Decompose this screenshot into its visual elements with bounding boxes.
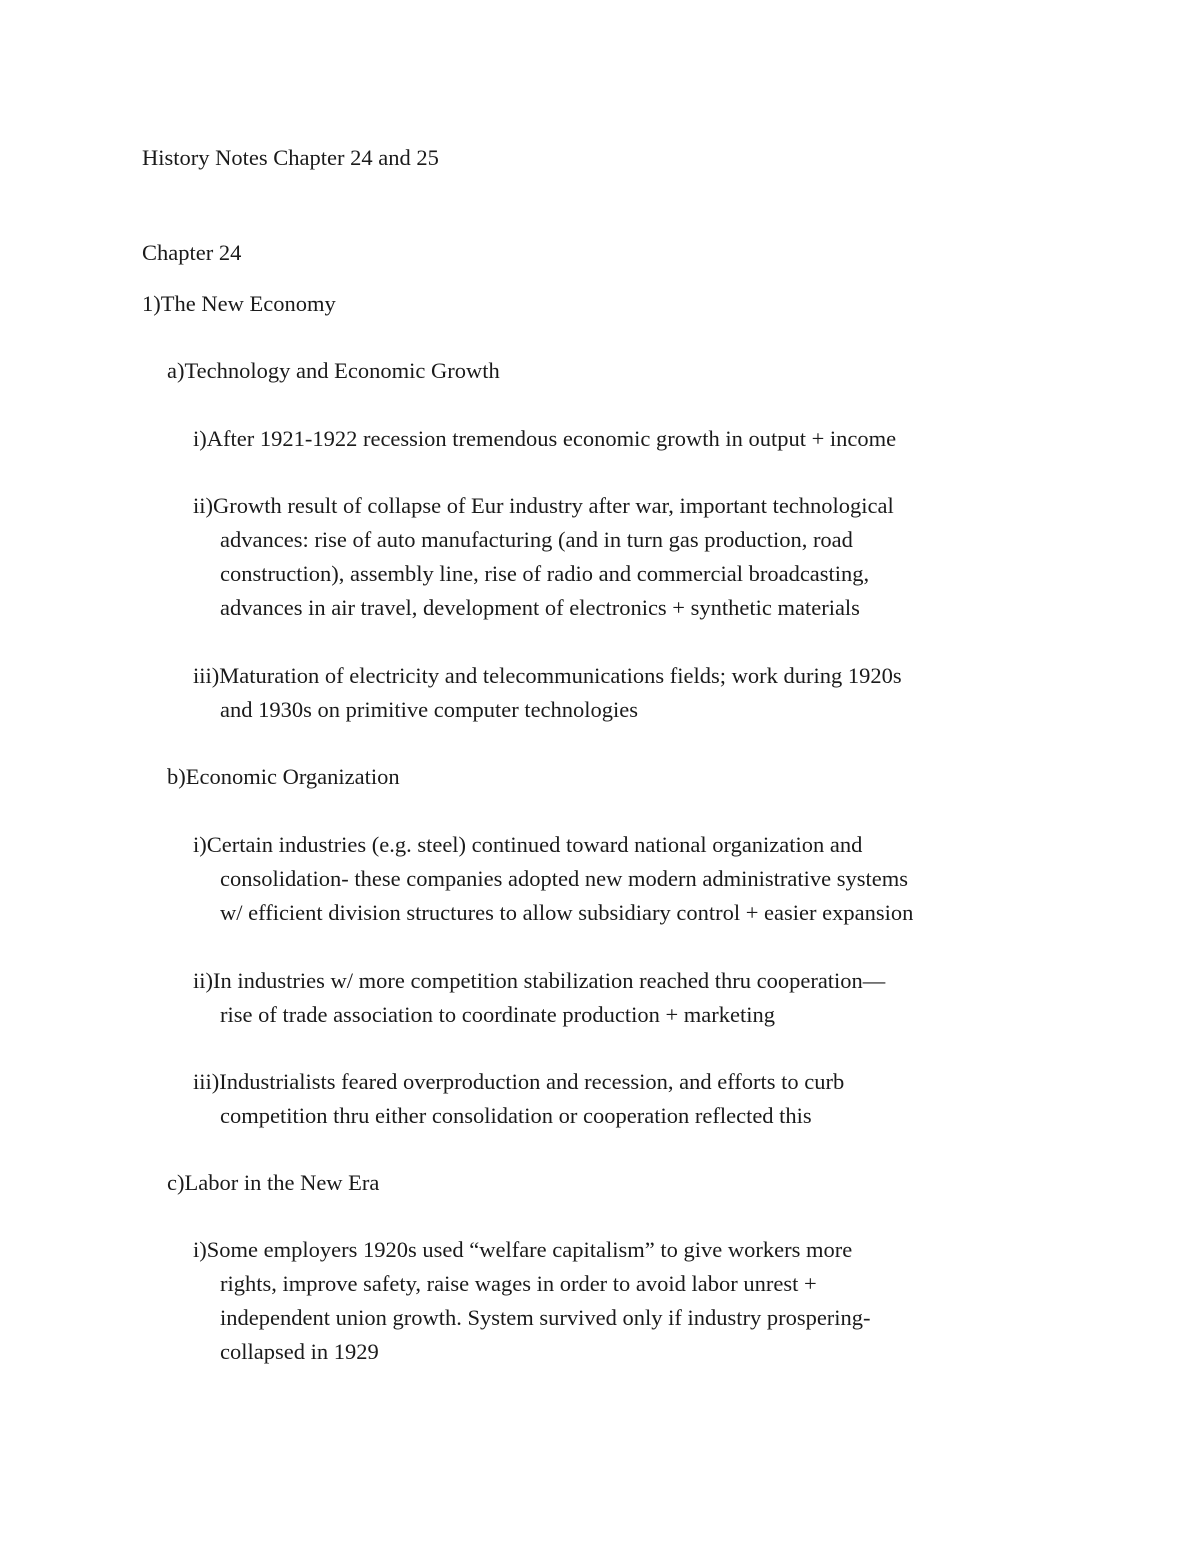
item-text: Growth result of collapse of Eur industry after war, important technological: [213, 493, 894, 518]
subsection-heading: [167, 762, 400, 792]
item-marker: i): [193, 1237, 207, 1262]
item-continuation: w/ efficient division structures to allow subsidiary control + easier expansion: [220, 900, 914, 925]
section-marker: 1): [142, 291, 161, 316]
list-item: [193, 661, 902, 691]
list-item: [193, 424, 896, 454]
item-continuation: advances: rise of auto manufacturing (and in turn gas production, road: [220, 527, 853, 552]
list-item: [193, 1067, 844, 1097]
list-item: [193, 1235, 852, 1265]
item-marker: ii): [193, 493, 213, 518]
item-continuation: advances in air travel, development of electronics + synthetic materials: [220, 595, 860, 620]
item-text: Certain industries (e.g. steel) continued toward national organization and: [206, 832, 863, 857]
subsection-marker: a): [167, 358, 185, 383]
item-continuation: rights, improve safety, raise wages in order to avoid labor unrest +: [220, 1271, 817, 1296]
item-continuation: independent union growth. System survived only if industry prospering-: [220, 1305, 871, 1330]
item-continuation: collapsed in 1929: [220, 1339, 379, 1364]
item-continuation: consolidation- these companies adopted new modern administrative systems: [220, 866, 908, 891]
item-text: In industries w/ more competition stabilization reached thru cooperation—: [213, 968, 886, 993]
item-continuation: and 1930s on primitive computer technologies: [220, 697, 639, 722]
subsection-heading: [167, 356, 500, 386]
section-label: The New Economy: [160, 291, 336, 316]
document-title: History Notes Chapter 24 and 25: [142, 145, 439, 170]
list-item: [193, 491, 894, 521]
item-marker: ii): [193, 968, 213, 993]
item-continuation: rise of trade association to coordinate production + marketing: [220, 1002, 776, 1027]
subsection-label: Labor in the New Era: [184, 1170, 380, 1195]
item-continuation: competition thru either consolidation or cooperation reflected this: [220, 1103, 812, 1128]
item-marker: iii): [193, 663, 220, 688]
item-text: After 1921-1922 recession tremendous economic growth in output + income: [206, 426, 897, 451]
subsection-label: Technology and Economic Growth: [184, 358, 500, 383]
item-text: Maturation of electricity and telecommunications fields; work during 1920s: [219, 663, 902, 688]
list-item: [193, 830, 862, 860]
chapter-heading: Chapter 24: [142, 240, 242, 265]
subsection-label: Economic Organization: [185, 764, 400, 789]
subsection-marker: c): [167, 1170, 185, 1195]
item-marker: iii): [193, 1069, 220, 1094]
item-text: Industrialists feared overproduction and recession, and efforts to curb: [219, 1069, 845, 1094]
item-text: Some employers 1920s used “welfare capitalism” to give workers more: [206, 1237, 853, 1262]
subsection-heading: [167, 1168, 379, 1198]
item-marker: i): [193, 832, 207, 857]
list-item: [193, 966, 885, 996]
item-marker: i): [193, 426, 207, 451]
item-continuation: construction), assembly line, rise of radio and commercial broadcasting,: [220, 561, 870, 586]
subsection-marker: b): [167, 764, 186, 789]
section-heading: [142, 289, 336, 319]
